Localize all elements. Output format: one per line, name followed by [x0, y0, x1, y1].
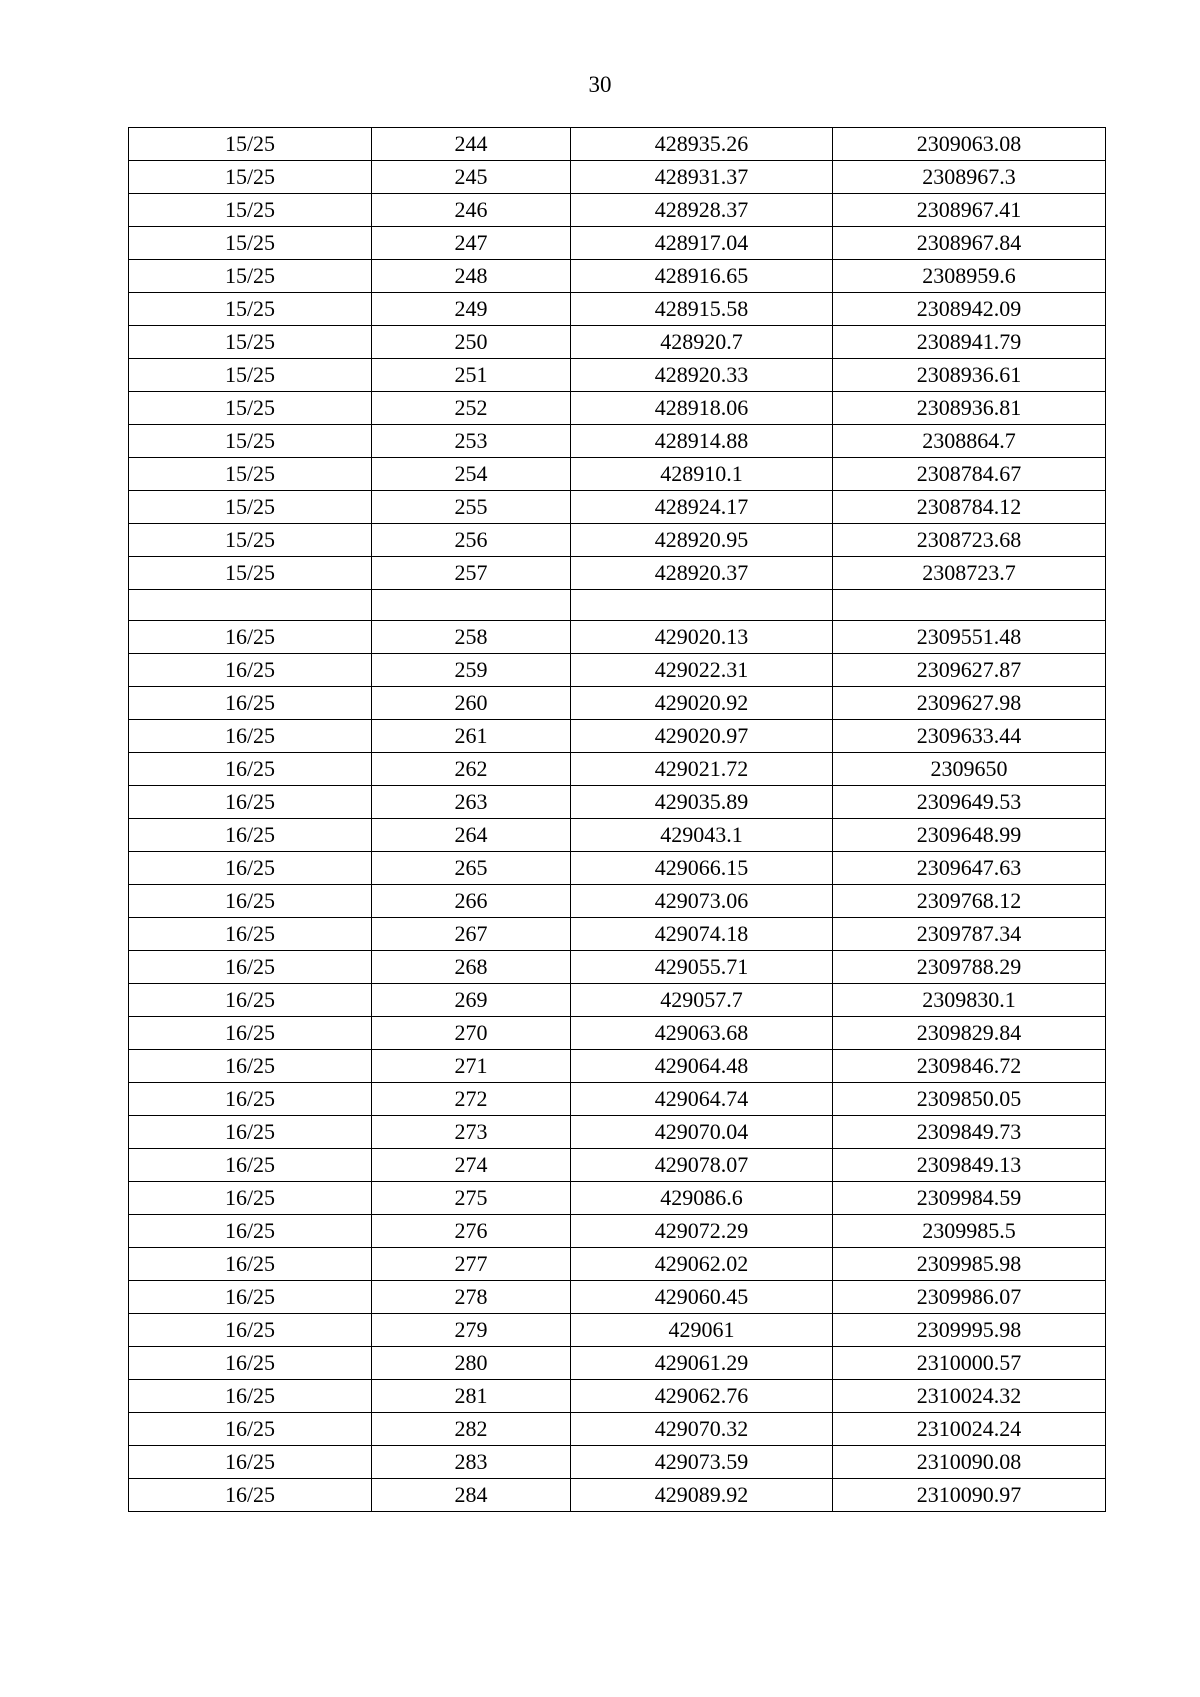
y-coordinate-cell: 2310024.24 [833, 1413, 1106, 1446]
point-number-cell: 254 [372, 458, 571, 491]
table-row [129, 392, 1106, 425]
parcel-cell: 16/25 [129, 1083, 372, 1116]
y-coordinate-cell: 2309984.59 [833, 1182, 1106, 1215]
parcel-cell: 16/25 [129, 1314, 372, 1347]
coordinates-table [128, 127, 1106, 1512]
point-number-cell: 277 [372, 1248, 571, 1281]
parcel-cell: 16/25 [129, 720, 372, 753]
point-number-cell: 251 [372, 359, 571, 392]
table-row [129, 1479, 1106, 1512]
y-coordinate-cell: 2308723.7 [833, 557, 1106, 590]
coordinates-table-body [129, 128, 1106, 1512]
point-number-cell: 268 [372, 951, 571, 984]
point-number-cell: 282 [372, 1413, 571, 1446]
point-number-cell: 260 [372, 687, 571, 720]
x-coordinate-cell: 428918.06 [571, 392, 833, 425]
parcel-cell: 15/25 [129, 491, 372, 524]
y-coordinate-cell: 2309986.07 [833, 1281, 1106, 1314]
point-number-cell: 284 [372, 1479, 571, 1512]
y-coordinate-cell: 2310024.32 [833, 1380, 1106, 1413]
table-row [129, 128, 1106, 161]
table-row [129, 1281, 1106, 1314]
parcel-cell: 15/25 [129, 194, 372, 227]
table-row [129, 1182, 1106, 1215]
x-coordinate-cell: 429021.72 [571, 753, 833, 786]
table-row [129, 786, 1106, 819]
y-coordinate-cell: 2309787.34 [833, 918, 1106, 951]
table-row [129, 1347, 1106, 1380]
parcel-cell: 15/25 [129, 326, 372, 359]
x-coordinate-cell: 428920.33 [571, 359, 833, 392]
point-number-cell: 261 [372, 720, 571, 753]
y-coordinate-cell: 2309648.99 [833, 819, 1106, 852]
x-coordinate-cell: 429035.89 [571, 786, 833, 819]
parcel-cell: 16/25 [129, 1413, 372, 1446]
table-row [129, 819, 1106, 852]
parcel-cell: 16/25 [129, 1215, 372, 1248]
y-coordinate-cell: 2309849.73 [833, 1116, 1106, 1149]
point-number-cell: 276 [372, 1215, 571, 1248]
parcel-cell: 16/25 [129, 621, 372, 654]
parcel-cell: 16/25 [129, 1050, 372, 1083]
y-coordinate-cell: 2308967.84 [833, 227, 1106, 260]
x-coordinate-cell: 428935.26 [571, 128, 833, 161]
point-number-cell: 259 [372, 654, 571, 687]
parcel-cell: 16/25 [129, 753, 372, 786]
parcel-cell: 15/25 [129, 425, 372, 458]
table-row [129, 194, 1106, 227]
x-coordinate-cell: 429086.6 [571, 1182, 833, 1215]
y-coordinate-cell: 2310090.08 [833, 1446, 1106, 1479]
point-number-cell: 266 [372, 885, 571, 918]
parcel-cell: 16/25 [129, 1182, 372, 1215]
point-number-cell: 264 [372, 819, 571, 852]
parcel-cell: 16/25 [129, 1017, 372, 1050]
point-number-cell: 281 [372, 1380, 571, 1413]
point-number-cell: 252 [372, 392, 571, 425]
y-coordinate-cell: 2309647.63 [833, 852, 1106, 885]
y-coordinate-cell: 2310000.57 [833, 1347, 1106, 1380]
x-coordinate-cell: 429061 [571, 1314, 833, 1347]
x-coordinate-cell: 429063.68 [571, 1017, 833, 1050]
parcel-cell [129, 590, 372, 621]
point-number-cell: 275 [372, 1182, 571, 1215]
parcel-cell: 15/25 [129, 128, 372, 161]
parcel-cell: 16/25 [129, 1380, 372, 1413]
table-row [129, 1050, 1106, 1083]
x-coordinate-cell: 429022.31 [571, 654, 833, 687]
parcel-cell: 16/25 [129, 1248, 372, 1281]
x-coordinate-cell: 429072.29 [571, 1215, 833, 1248]
point-number-cell: 270 [372, 1017, 571, 1050]
x-coordinate-cell: 429060.45 [571, 1281, 833, 1314]
table-row [129, 1083, 1106, 1116]
y-coordinate-cell: 2309829.84 [833, 1017, 1106, 1050]
y-coordinate-cell: 2308864.7 [833, 425, 1106, 458]
point-number-cell: 245 [372, 161, 571, 194]
y-coordinate-cell: 2309985.98 [833, 1248, 1106, 1281]
parcel-cell: 16/25 [129, 819, 372, 852]
parcel-cell: 16/25 [129, 918, 372, 951]
table-row [129, 885, 1106, 918]
y-coordinate-cell: 2309650 [833, 753, 1106, 786]
y-coordinate-cell: 2308942.09 [833, 293, 1106, 326]
parcel-cell: 16/25 [129, 885, 372, 918]
table-row [129, 918, 1106, 951]
x-coordinate-cell: 429074.18 [571, 918, 833, 951]
point-number-cell: 247 [372, 227, 571, 260]
table-row [129, 1017, 1106, 1050]
table-row [129, 852, 1106, 885]
table-row [129, 161, 1106, 194]
point-number-cell [372, 590, 571, 621]
y-coordinate-cell: 2308967.41 [833, 194, 1106, 227]
table-row [129, 1215, 1106, 1248]
parcel-cell: 16/25 [129, 1347, 372, 1380]
y-coordinate-cell: 2309788.29 [833, 951, 1106, 984]
table-row [129, 1446, 1106, 1479]
x-coordinate-cell: 428931.37 [571, 161, 833, 194]
y-coordinate-cell: 2310090.97 [833, 1479, 1106, 1512]
table-row [129, 590, 1106, 621]
table-row [129, 753, 1106, 786]
point-number-cell: 246 [372, 194, 571, 227]
x-coordinate-cell: 428920.7 [571, 326, 833, 359]
point-number-cell: 267 [372, 918, 571, 951]
point-number-cell: 248 [372, 260, 571, 293]
x-coordinate-cell: 429064.48 [571, 1050, 833, 1083]
point-number-cell: 257 [372, 557, 571, 590]
parcel-cell: 15/25 [129, 524, 372, 557]
y-coordinate-cell: 2309649.53 [833, 786, 1106, 819]
y-coordinate-cell: 2309627.87 [833, 654, 1106, 687]
table-row [129, 1248, 1106, 1281]
x-coordinate-cell: 428914.88 [571, 425, 833, 458]
y-coordinate-cell: 2309768.12 [833, 885, 1106, 918]
point-number-cell: 283 [372, 1446, 571, 1479]
y-coordinate-cell: 2308959.6 [833, 260, 1106, 293]
parcel-cell: 15/25 [129, 359, 372, 392]
point-number-cell: 258 [372, 621, 571, 654]
x-coordinate-cell: 429061.29 [571, 1347, 833, 1380]
parcel-cell: 16/25 [129, 1446, 372, 1479]
x-coordinate-cell: 429070.04 [571, 1116, 833, 1149]
y-coordinate-cell: 2309633.44 [833, 720, 1106, 753]
table-row [129, 1116, 1106, 1149]
y-coordinate-cell: 2309985.5 [833, 1215, 1106, 1248]
x-coordinate-cell: 428920.37 [571, 557, 833, 590]
y-coordinate-cell [833, 590, 1106, 621]
y-coordinate-cell: 2309995.98 [833, 1314, 1106, 1347]
table-row [129, 951, 1106, 984]
x-coordinate-cell [571, 590, 833, 621]
table-row [129, 1413, 1106, 1446]
x-coordinate-cell: 429066.15 [571, 852, 833, 885]
x-coordinate-cell: 428915.58 [571, 293, 833, 326]
page-number: 30 [588, 72, 612, 97]
point-number-cell: 262 [372, 753, 571, 786]
table-row [129, 557, 1106, 590]
x-coordinate-cell: 428917.04 [571, 227, 833, 260]
parcel-cell: 16/25 [129, 1116, 372, 1149]
point-number-cell: 272 [372, 1083, 571, 1116]
point-number-cell: 244 [372, 128, 571, 161]
table-row [129, 359, 1106, 392]
y-coordinate-cell: 2309849.13 [833, 1149, 1106, 1182]
table-row [129, 425, 1106, 458]
point-number-cell: 250 [372, 326, 571, 359]
parcel-cell: 16/25 [129, 1149, 372, 1182]
x-coordinate-cell: 428924.17 [571, 491, 833, 524]
table-row [129, 1149, 1106, 1182]
x-coordinate-cell: 429020.92 [571, 687, 833, 720]
parcel-cell: 16/25 [129, 852, 372, 885]
x-coordinate-cell: 429062.76 [571, 1380, 833, 1413]
table-row [129, 1380, 1106, 1413]
table-row [129, 227, 1106, 260]
table-row [129, 687, 1106, 720]
parcel-cell: 15/25 [129, 392, 372, 425]
table-row [129, 458, 1106, 491]
x-coordinate-cell: 428916.65 [571, 260, 833, 293]
x-coordinate-cell: 429057.7 [571, 984, 833, 1017]
y-coordinate-cell: 2309846.72 [833, 1050, 1106, 1083]
parcel-cell: 15/25 [129, 227, 372, 260]
point-number-cell: 278 [372, 1281, 571, 1314]
point-number-cell: 280 [372, 1347, 571, 1380]
x-coordinate-cell: 429064.74 [571, 1083, 833, 1116]
parcel-cell: 16/25 [129, 687, 372, 720]
table-row [129, 984, 1106, 1017]
x-coordinate-cell: 429043.1 [571, 819, 833, 852]
y-coordinate-cell: 2309063.08 [833, 128, 1106, 161]
point-number-cell: 279 [372, 1314, 571, 1347]
point-number-cell: 255 [372, 491, 571, 524]
parcel-cell: 15/25 [129, 557, 372, 590]
y-coordinate-cell: 2309850.05 [833, 1083, 1106, 1116]
point-number-cell: 253 [372, 425, 571, 458]
point-number-cell: 271 [372, 1050, 571, 1083]
x-coordinate-cell: 429020.97 [571, 720, 833, 753]
x-coordinate-cell: 429062.02 [571, 1248, 833, 1281]
y-coordinate-cell: 2308967.3 [833, 161, 1106, 194]
point-number-cell: 263 [372, 786, 571, 819]
parcel-cell: 16/25 [129, 654, 372, 687]
x-coordinate-cell: 428920.95 [571, 524, 833, 557]
x-coordinate-cell: 429020.13 [571, 621, 833, 654]
table-row [129, 293, 1106, 326]
x-coordinate-cell: 429070.32 [571, 1413, 833, 1446]
x-coordinate-cell: 428928.37 [571, 194, 833, 227]
x-coordinate-cell: 428910.1 [571, 458, 833, 491]
parcel-cell: 16/25 [129, 1281, 372, 1314]
table-row [129, 524, 1106, 557]
parcel-cell: 16/25 [129, 786, 372, 819]
point-number-cell: 269 [372, 984, 571, 1017]
parcel-cell: 15/25 [129, 260, 372, 293]
parcel-cell: 15/25 [129, 293, 372, 326]
x-coordinate-cell: 429089.92 [571, 1479, 833, 1512]
table-row [129, 1314, 1106, 1347]
point-number-cell: 274 [372, 1149, 571, 1182]
table-row [129, 654, 1106, 687]
point-number-cell: 249 [372, 293, 571, 326]
x-coordinate-cell: 429073.59 [571, 1446, 833, 1479]
table-row [129, 260, 1106, 293]
y-coordinate-cell: 2309551.48 [833, 621, 1106, 654]
table-row [129, 326, 1106, 359]
y-coordinate-cell: 2308941.79 [833, 326, 1106, 359]
point-number-cell: 256 [372, 524, 571, 557]
parcel-cell: 16/25 [129, 951, 372, 984]
parcel-cell: 16/25 [129, 1479, 372, 1512]
parcel-cell: 15/25 [129, 458, 372, 491]
table-row [129, 621, 1106, 654]
point-number-cell: 265 [372, 852, 571, 885]
parcel-cell: 15/25 [129, 161, 372, 194]
table-row [129, 720, 1106, 753]
y-coordinate-cell: 2308936.61 [833, 359, 1106, 392]
point-number-cell: 273 [372, 1116, 571, 1149]
x-coordinate-cell: 429055.71 [571, 951, 833, 984]
x-coordinate-cell: 429073.06 [571, 885, 833, 918]
y-coordinate-cell: 2308723.68 [833, 524, 1106, 557]
table-row [129, 491, 1106, 524]
y-coordinate-cell: 2308936.81 [833, 392, 1106, 425]
y-coordinate-cell: 2309627.98 [833, 687, 1106, 720]
x-coordinate-cell: 429078.07 [571, 1149, 833, 1182]
y-coordinate-cell: 2309830.1 [833, 984, 1106, 1017]
y-coordinate-cell: 2308784.67 [833, 458, 1106, 491]
y-coordinate-cell: 2308784.12 [833, 491, 1106, 524]
parcel-cell: 16/25 [129, 984, 372, 1017]
